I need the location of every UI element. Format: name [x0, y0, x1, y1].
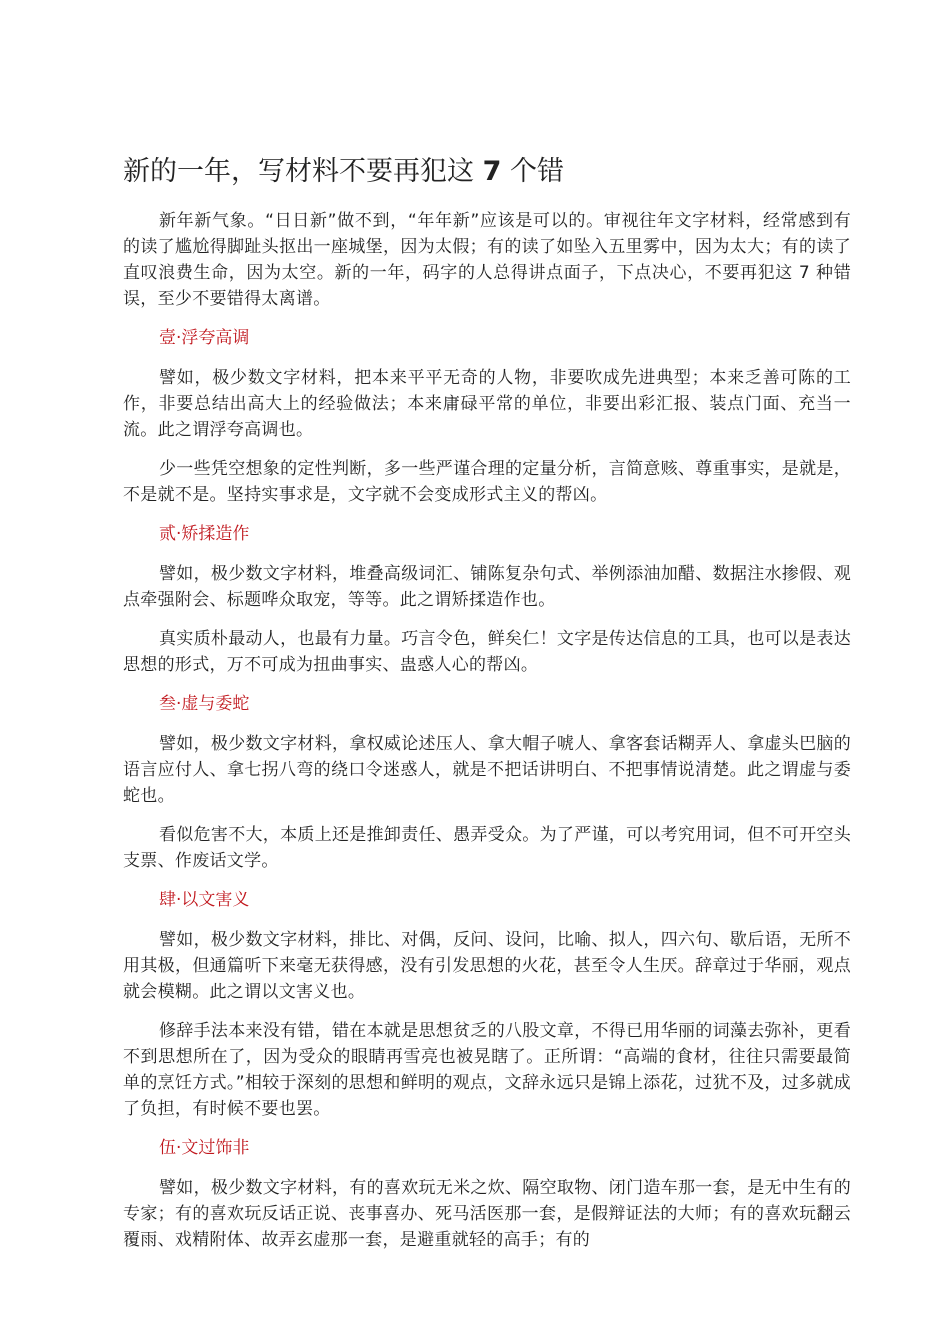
- article-title: [123, 150, 851, 194]
- section-1-paragraph-1: 譬如，极少数文字材料，把本来平平无奇的人物，非要吹成先进典型；本来乏善可陈的工作，非要总结出高大上的经验做法；本来庸碌平常的单位，非要出彩汇报、装点门面、充当一流。此之谓浮夸高调也。: [123, 368, 851, 440]
- title-number: 7: [482, 156, 502, 187]
- section-heading-4: 肆·以文害义: [159, 890, 250, 910]
- section-2-paragraph-2: 真实质朴最动人，也最有力量。巧言令色，鲜矣仁！文字是传达信息的工具，也可以是表达思想的形式，万不可成为扭曲事实、蛊惑人心的帮凶。: [123, 629, 851, 675]
- document-page: [123, 150, 851, 1266]
- section-3-paragraph-1: 譬如，极少数文字材料，拿权威论述压人、拿大帽子唬人、拿客套话糊弄人、拿虚头巴脑的语言应付人、拿七拐八弯的绕口令迷惑人，就是不把话讲明白、不把事情说清楚。此之谓虚与委蛇也。: [123, 734, 851, 806]
- section-3-paragraph-2: 看似危害不大，本质上还是推卸责任、愚弄受众。为了严谨，可以考究用词，但不可开空头支票、作废话文学。: [123, 825, 851, 871]
- section-heading-2: 贰·矫揉造作: [159, 524, 250, 544]
- section-1-paragraph-2: 少一些凭空想象的定性判断，多一些严谨合理的定量分析，言简意赅、尊重事实，是就是，不是就不是。坚持实事求是，文字就不会变成形式主义的帮凶。: [123, 459, 851, 505]
- section-4-paragraph-2: 修辞手法本来没有错，错在本就是思想贫乏的八股文章，不得已用华丽的词藻去弥补，更看不到思想所在了，因为受众的眼睛再雪亮也被晃瞎了。正所谓：“高端的食材，往往只需要最简单的烹饪方式。”相较于深刻的思想和鲜明的观点，文辞永远只是锦上添花，过犹不及，过多就成了负担，有时候不要也罢。: [123, 1021, 851, 1119]
- section-heading-5: 伍·文过饰非: [159, 1138, 250, 1158]
- section-5-paragraph-1: 譬如，极少数文字材料，有的喜欢玩无米之炊、隔空取物、闭门造车那一套，是无中生有的专家；有的喜欢玩反话正说、丧事喜办、死马活医那一套，是假辩证法的大师；有的喜欢玩翻云覆雨、戏精附体、故弄玄虚那一套，是避重就轻的高手；有的: [123, 1178, 851, 1250]
- section-heading-3: 叁·虚与委蛇: [159, 694, 250, 714]
- intro-paragraph: 新年新气象。“日日新”做不到，“年年新”应该是可以的。审视往年文字材料，经常感到有的读了尴尬得脚趾头抠出一座城堡，因为太假；有的读了如坠入五里雾中，因为太大；有的读了直叹浪费生命，因为太空。新的一年，码字的人总得讲点面子，下点决心，不要再犯这 7 种错误，至少不要错得太离谱。: [123, 211, 851, 309]
- section-2-paragraph-1: 譬如，极少数文字材料，堆叠高级词汇、铺陈复杂句式、举例添油加醋、数据注水掺假、观点牵强附会、标题哗众取宠，等等。此之谓矫揉造作也。: [123, 564, 851, 610]
- title-suffix: 个错: [509, 156, 564, 187]
- section-4-paragraph-1: 譬如，极少数文字材料，排比、对偶，反问、设问，比喻、拟人，四六句、歇后语，无所不用其极，但通篇听下来毫无获得感，没有引发思想的火花，甚至令人生厌。辞章过于华丽，观点就会模糊。此之谓以文害义也。: [123, 930, 851, 1002]
- title-prefix: 新的一年，写材料不要再犯这: [123, 156, 474, 187]
- section-heading-1: 壹·浮夸高调: [159, 328, 250, 348]
